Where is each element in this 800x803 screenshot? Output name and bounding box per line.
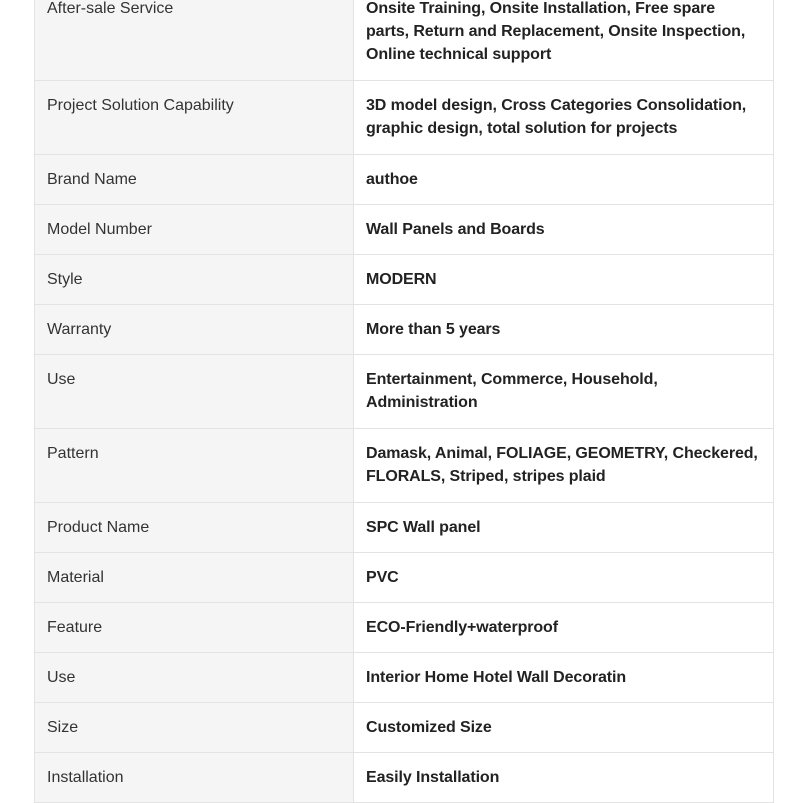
spec-value: Damask, Animal, FOLIAGE, GEOMETRY, Checkered, FLORALS, Striped, stripes plaid: [354, 429, 774, 503]
spec-key: After-sale Service: [35, 0, 354, 81]
table-row: [35, 753, 774, 803]
spec-key: Feature: [35, 603, 354, 653]
spec-key: Project Solution Capability: [35, 81, 354, 155]
spec-key: Material: [35, 553, 354, 603]
spec-key: Size: [35, 703, 354, 753]
spec-key: Warranty: [35, 305, 354, 355]
table-row: [35, 355, 774, 429]
table-row: [35, 81, 774, 155]
spec-value: Easily Installation: [354, 753, 774, 803]
spec-value: Wall Panels and Boards: [354, 205, 774, 255]
table-row: [35, 429, 774, 503]
table-row: [35, 255, 774, 305]
spec-key: Model Number: [35, 205, 354, 255]
spec-table: [34, 0, 774, 803]
table-row: [35, 603, 774, 653]
table-row: [35, 0, 774, 81]
spec-value: MODERN: [354, 255, 774, 305]
spec-key: Style: [35, 255, 354, 305]
table-row: [35, 155, 774, 205]
table-row: [35, 503, 774, 553]
spec-value: authoe: [354, 155, 774, 205]
product-spec-panel: [34, 0, 774, 803]
spec-value: PVC: [354, 553, 774, 603]
spec-value: 3D model design, Cross Categories Consolidation, graphic design, total solution for projects: [354, 81, 774, 155]
spec-value: More than 5 years: [354, 305, 774, 355]
spec-key: Brand Name: [35, 155, 354, 205]
spec-value: SPC Wall panel: [354, 503, 774, 553]
spec-value: ECO-Friendly+waterproof: [354, 603, 774, 653]
table-row: [35, 305, 774, 355]
spec-key: Use: [35, 653, 354, 703]
spec-value: Entertainment, Commerce, Household, Administration: [354, 355, 774, 429]
table-row: [35, 205, 774, 255]
table-row: [35, 553, 774, 603]
table-row: [35, 653, 774, 703]
spec-value: Customized Size: [354, 703, 774, 753]
spec-value: Interior Home Hotel Wall Decoratin: [354, 653, 774, 703]
spec-value: Onsite Training, Onsite Installation, Free spare parts, Return and Replacement, Onsite Inspection, Online technical support: [354, 0, 774, 81]
table-row: [35, 703, 774, 753]
spec-key: Use: [35, 355, 354, 429]
spec-key: Pattern: [35, 429, 354, 503]
spec-key: Installation: [35, 753, 354, 803]
spec-key: Product Name: [35, 503, 354, 553]
